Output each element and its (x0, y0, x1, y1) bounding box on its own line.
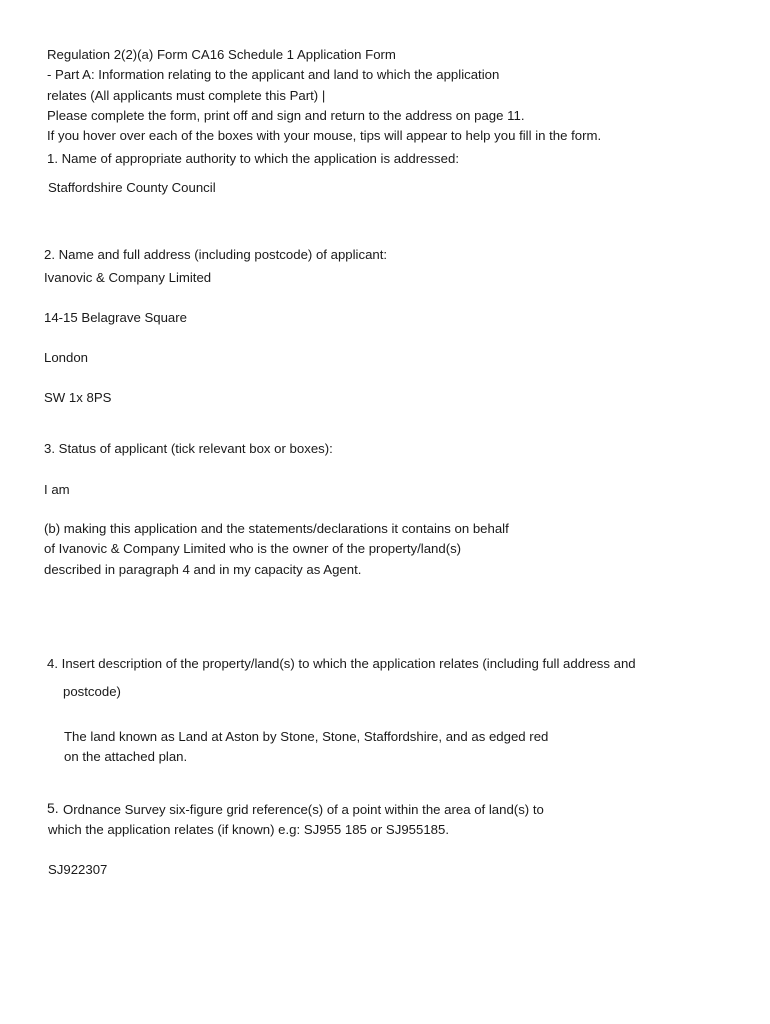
section5-question-line1: Ordnance Survey six-figure grid reference(s) of a point within the area of land(s) to (63, 802, 544, 817)
section3-statement (44, 519, 509, 580)
section4-answer-line2: on the attached plan. (64, 749, 188, 765)
section1-question: 1. Name of appropriate authority to which the application is addressed: (47, 151, 459, 166)
section5-number: 5. (47, 800, 59, 816)
header-line-instructions: Please complete the form, print off and sign and return to the address on page 11. (47, 107, 525, 123)
section3-question: 3. Status of applicant (tick relevant box or boxes): (44, 441, 333, 456)
section2-question: 2. Name and full address (including postcode) of applicant: (44, 247, 388, 262)
section4-question-line2: postcode) (63, 684, 121, 699)
header-line-title: Regulation 2(2)(a) Form CA16 Schedule 1 Application Form (47, 47, 396, 62)
form-header (47, 45, 601, 146)
section3-statement-line2: of Ivanovic & Company Limited who is the owner of the property/land(s) (44, 541, 462, 557)
applicant-address-line2: London (44, 350, 89, 365)
section1-answer: Staffordshire County Council (48, 180, 216, 195)
section4-question-line1: 4. Insert description of the property/land(s) to which the application relates (including full address and (47, 656, 636, 671)
header-line-relates: relates (All applicants must complete this Part) | (47, 87, 326, 103)
section3-i-am: I am (44, 482, 70, 497)
section3-statement-line3: described in paragraph 4 and in my capacity as Agent. (44, 561, 362, 577)
section4-answer (64, 727, 548, 768)
grid-reference-answer: SJ922307 (48, 862, 108, 877)
header-line-part-a: - Part A: Information relating to the applicant and land to which the application (47, 67, 500, 83)
section4-answer-line1: The land known as Land at Aston by Stone, Stone, Staffordshire, and as edged red (64, 729, 549, 744)
section3-statement-line1: (b) making this application and the statements/declarations it contains on behalf (44, 521, 509, 536)
section5-question-line2: which the application relates (if known) e.g: SJ955 185 or SJ955185. (48, 822, 449, 837)
applicant-postcode: SW 1x 8PS (44, 390, 112, 405)
header-line-tips: If you hover over each of the boxes with your mouse, tips will appear to help you fill in the form. (47, 128, 602, 144)
applicant-address-line1: 14-15 Belagrave Square (44, 310, 187, 325)
applicant-name: Ivanovic & Company Limited (44, 270, 212, 285)
